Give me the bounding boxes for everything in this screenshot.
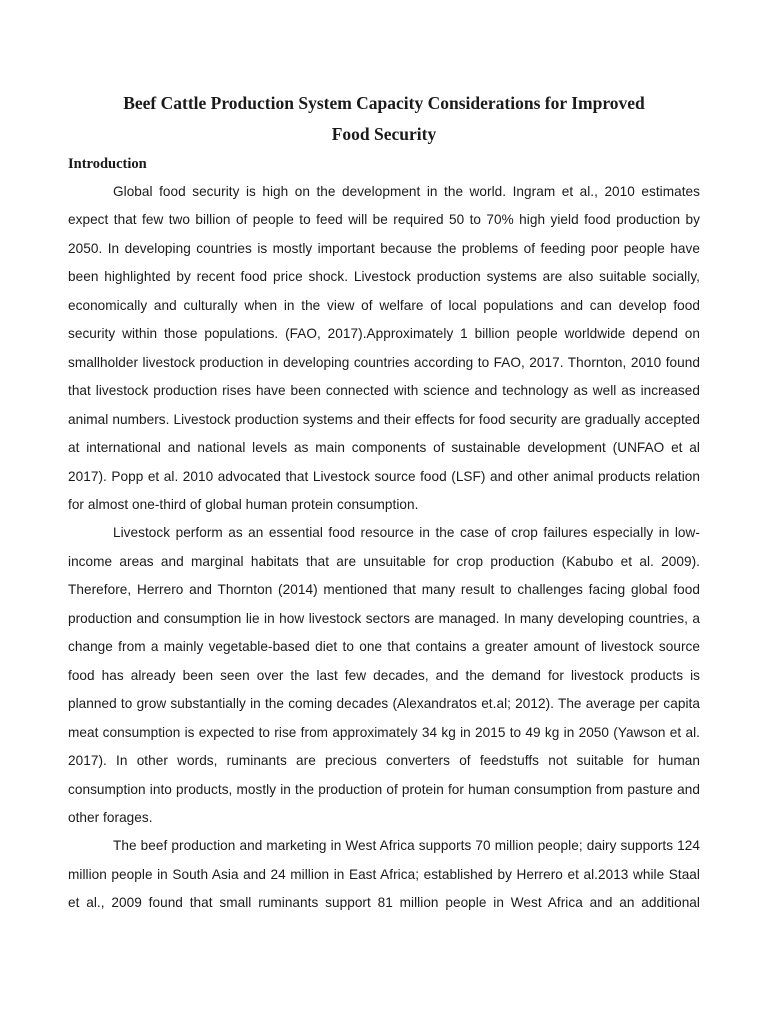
title-line-2: Food Security: [331, 124, 437, 144]
paragraph-2: Livestock perform as an essential food resource in the case of crop failures especially in low-income areas and marginal habitats that are unsuitable for crop production (Kabubo et al. 2009). Therefore, Herrero and Thornton (2014) mentioned that many result to challenges facing global food production and consumption lie in how livestock sectors are managed. In many developing countries, a change from a mainly vegetable-based diet to one that contains a greater amount of livestock source food has already been seen over the last few decades, and the demand for livestock products is planned to grow substantially in the coming decades (Alexandratos et.al; 2012). The average per capita meat consumption is expected to rise from approximately 34 kg in 2015 to 49 kg in 2050 (Yawson et al. 2017). In other words, ruminants are precious converters of feedstuffs not suitable for human consumption into products, mostly in the production of protein for human consumption from pasture and other forages.: [68, 525, 700, 825]
paragraph-3: The beef production and marketing in West Africa supports 70 million people; dairy supports 124 million people in South Asia and 24 million in East Africa; established by Herrero et al.2013 while Staal et al., 2009 found that small ruminants support 81 million people in West Africa and an additional: [68, 838, 700, 911]
title-line-1: Beef Cattle Production System Capacity Considerations for Improved: [123, 93, 645, 113]
paragraph-1: Global food security is high on the development in the world. Ingram et al., 2010 estimates expect that few two billion of people to feed will be required 50 to 70% high yield food production by 2050. In developing countries is mostly important because the problems of feeding poor people have been highlighted by recent food price shock. Livestock production systems are also suitable socially, economically and culturally when in the view of welfare of local populations and can develop food security within those populations. (FAO, 2017).Approximately 1 billion people worldwide depend on smallholder livestock production in developing countries according to FAO, 2017. Thornton, 2010 found that livestock production rises have been connected with science and technology as well as increased animal numbers. Livestock production systems and their effects for food security are gradually accepted at international and national levels as main components of sustainable development (UNFAO et al 2017). Popp et al. 2010 advocated that Livestock source food (LSF) and other animal products relation for almost one-third of global human protein consumption.: [68, 184, 700, 512]
document-title: [68, 88, 700, 150]
section-heading: Introduction: [68, 156, 147, 172]
